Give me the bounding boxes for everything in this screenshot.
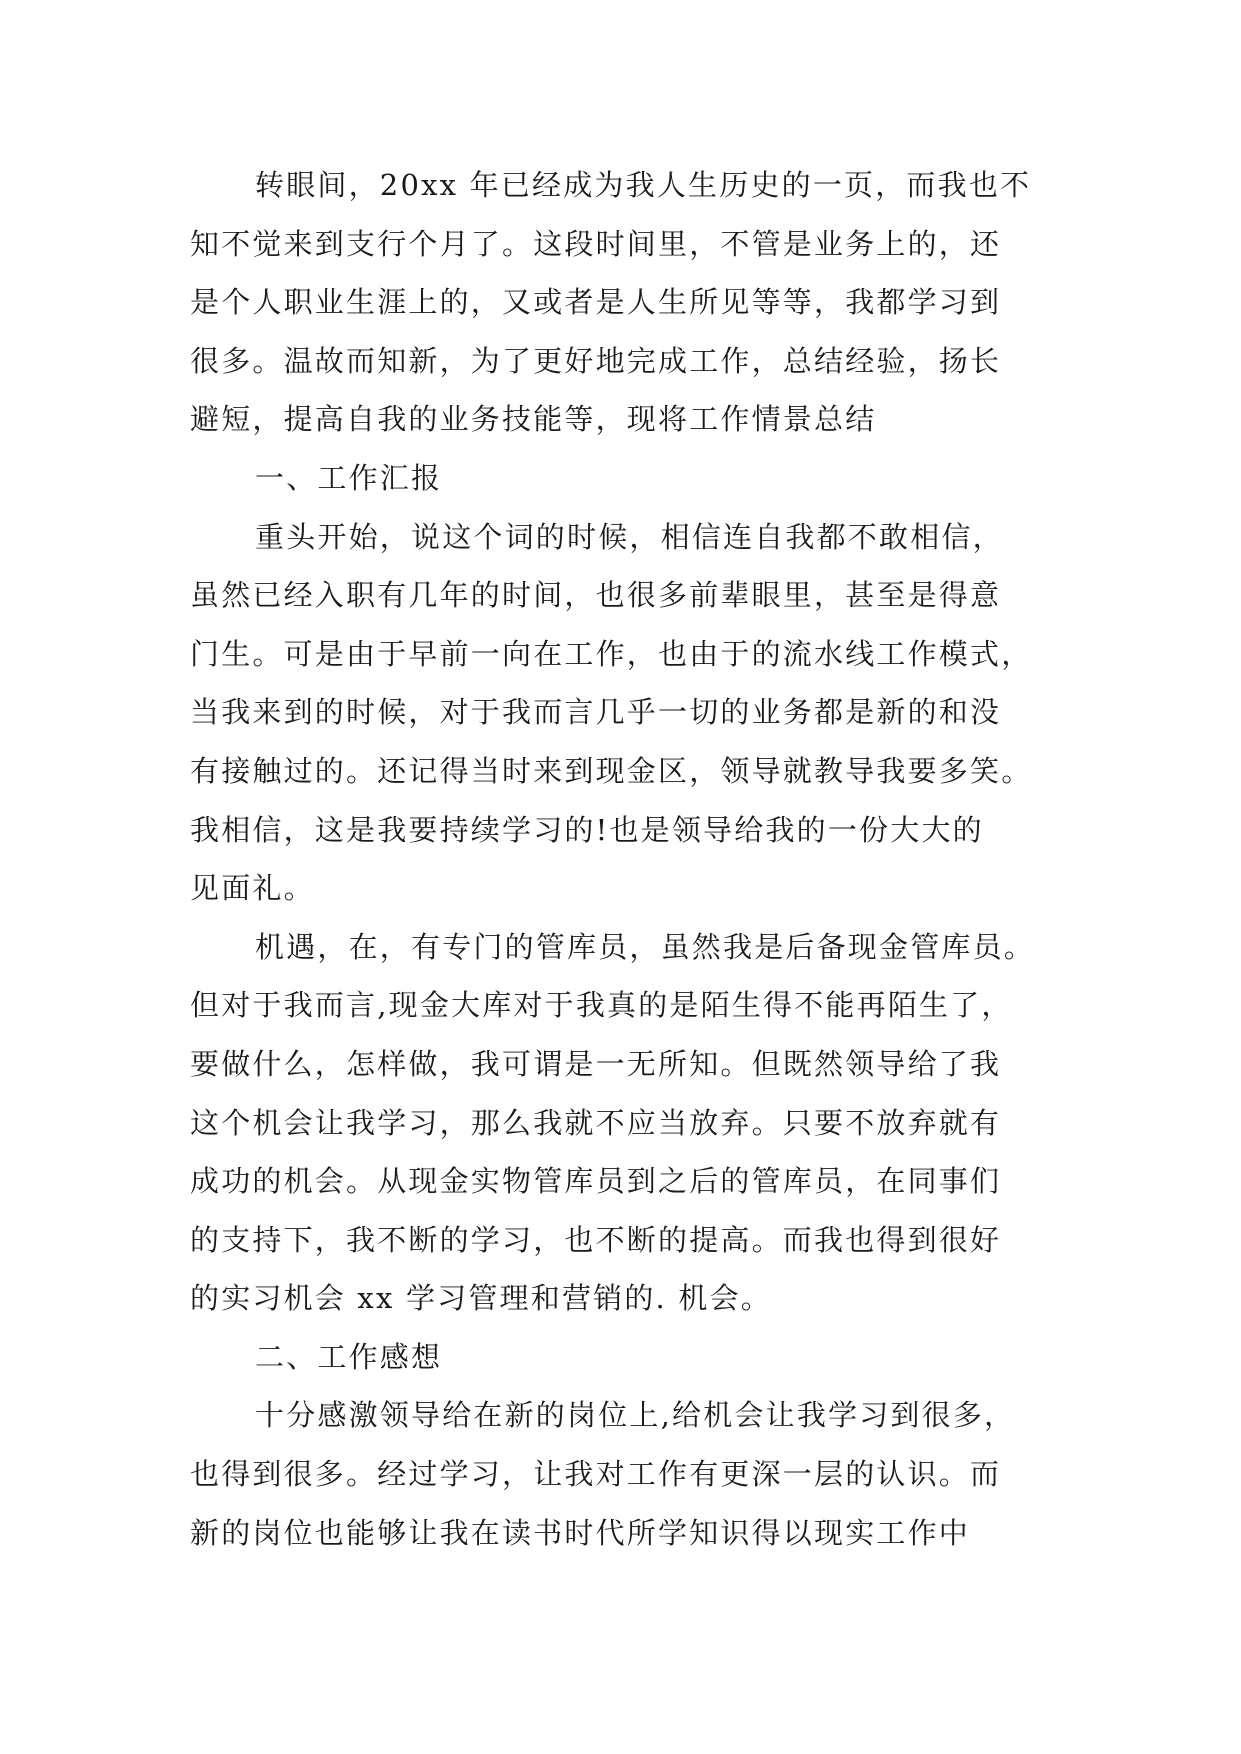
paragraph-2-line-7: 见面礼。 xyxy=(190,871,315,906)
paragraph-4-line-1: 十分感激领导给在新的岗位上,给机会让我学习到很多， xyxy=(255,1398,1016,1433)
paragraph-2-line-6: 我相信，这是我要持续学习的!也是领导给我的一份大大的 xyxy=(190,812,984,847)
paragraph-4-line-2: 也得到很多。经过学习，让我对工作有更深一层的认识。而 xyxy=(190,1457,1002,1492)
paragraph-3-line-2: 但对于我而言,现金大库对于我真的是陌生得不能再陌生了， xyxy=(190,988,1013,1023)
paragraph-4-line-3: 新的岗位也能够让我在读书时代所学知识得以现实工作中 xyxy=(190,1515,971,1550)
paragraph-3-line-3: 要做什么，怎样做，我可谓是一无所知。但既然领导给了我 xyxy=(190,1046,1002,1081)
paragraph-3-line-1: 机遇，在，有专门的管库员，虽然我是后备现金管库员。 xyxy=(255,929,1036,964)
paragraph-3-line-5: 成功的机会。从现金实物管库员到之后的管库员，在同事们 xyxy=(190,1164,1002,1199)
section-heading-2: 二、工作感想 xyxy=(255,1339,443,1374)
paragraph-1-line-3: 是个人职业生涯上的，又或者是人生所见等等，我都学习到 xyxy=(190,285,1002,320)
paragraph-2-line-1: 重头开始，说这个词的时候，相信连自我都不敢相信， xyxy=(255,519,1004,554)
paragraph-2-line-4: 当我来到的时候，对于我而言几乎一切的业务都是新的和没 xyxy=(190,695,1002,730)
paragraph-2-line-2: 虽然已经入职有几年的时间，也很多前辈眼里，甚至是得意 xyxy=(190,578,1002,613)
paragraph-2-line-3: 门生。可是由于早前一向在工作，也由于的流水线工作模式， xyxy=(190,636,1033,671)
paragraph-1-line-2: 知不觉来到支行个月了。这段时间里，不管是业务上的，还 xyxy=(190,226,1002,261)
paragraph-3-line-4: 这个机会让我学习，那么我就不应当放弃。只要不放弃就有 xyxy=(190,1105,1002,1140)
paragraph-2-line-5: 有接触过的。还记得当时来到现金区，领导就教导我要多笑。 xyxy=(190,753,1033,788)
paragraph-3-line-7: 的实习机会 xx 学习管理和营销的. 机会。 xyxy=(190,1281,772,1316)
paragraph-1-line-4: 很多。温故而知新，为了更好地完成工作，总结经验，扬长 xyxy=(190,343,1002,378)
section-heading-1: 一、工作汇报 xyxy=(255,460,443,495)
paragraph-3-line-6: 的支持下，我不断的学习，也不断的提高。而我也得到很好 xyxy=(190,1222,1002,1257)
document-body xyxy=(190,156,1050,1562)
paragraph-1-line-5: 避短，提高自我的业务技能等，现将工作情景总结 xyxy=(190,402,877,437)
paragraph-1-line-1: 转眼间，20xx 年已经成为我人生历史的一页，而我也不 xyxy=(255,168,1032,202)
